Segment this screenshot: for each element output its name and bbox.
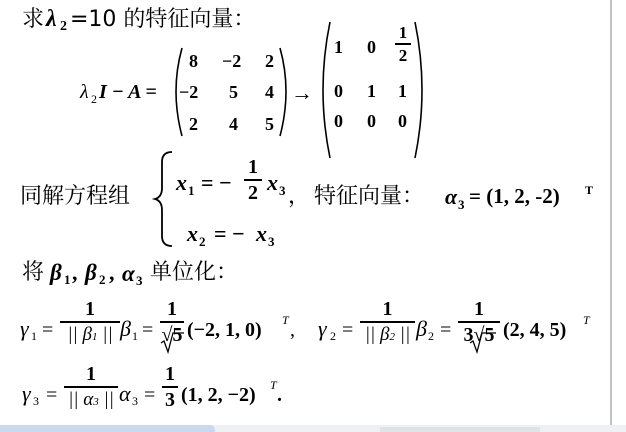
- transpose-sup: T: [282, 313, 289, 327]
- normalize-sep: ,: [109, 260, 115, 285]
- system-eq2-lhs: x: [187, 221, 198, 246]
- norm-alpha3-sub: 3: [93, 396, 99, 408]
- transpose-sup: T: [585, 183, 594, 197]
- gamma2-vector: (2, 4, 5): [503, 319, 567, 341]
- gamma2-symbol: γ: [318, 316, 327, 341]
- matrix-b-cell: 0: [334, 81, 343, 101]
- fraction-numerator: 1: [474, 298, 484, 320]
- equals-sign: =: [342, 319, 354, 341]
- system-eq1-mid: = −: [201, 170, 232, 195]
- matrix-b-cell: 1: [334, 37, 343, 57]
- norm-beta2: || β: [364, 324, 390, 345]
- norm-beta1-sub: 1: [91, 331, 98, 343]
- matrix-a-right-paren: [280, 48, 286, 136]
- system-eq2-sub: 2: [199, 234, 206, 249]
- page-right-border: [610, 0, 612, 425]
- alpha-subscript: 3: [458, 197, 465, 212]
- alpha-symbol: α: [445, 184, 458, 209]
- fraction-numerator: 1: [85, 298, 95, 320]
- bottom-tab[interactable]: [0, 425, 215, 432]
- system-eq1-rhs: x: [267, 170, 278, 195]
- matrix-a-cell: 5: [265, 114, 274, 134]
- beta2-sub: 2: [428, 329, 434, 343]
- matrix-a-left-paren: [176, 48, 182, 136]
- system-brace: [155, 152, 172, 246]
- period: .: [277, 384, 282, 406]
- system-eq1-sub: 1: [188, 183, 195, 198]
- norm-close: ||: [98, 389, 114, 410]
- transpose-sup: T: [583, 313, 590, 327]
- matrix-b-cell: 0: [367, 37, 376, 57]
- gamma3-vector: (1, 2, −2): [181, 384, 256, 406]
- alpha-value: = (1, 2, -2): [469, 184, 560, 208]
- fraction-numerator: 1: [248, 156, 258, 178]
- matrix-a-cell: 4: [265, 82, 274, 102]
- alpha3-symbol: α: [122, 261, 135, 286]
- norm-alpha3: || α: [68, 389, 94, 410]
- norm-beta2-sub: 2: [389, 331, 395, 343]
- equals-sign: =: [440, 319, 452, 341]
- norm-close: ||: [394, 324, 411, 345]
- matrix-a-cell: 8: [189, 51, 198, 71]
- beta1-sub: 1: [132, 329, 138, 343]
- norm-close: ||: [97, 324, 113, 345]
- matrix-a-cell: −2: [222, 51, 242, 71]
- fraction-numerator: 1: [86, 363, 96, 385]
- gamma3-sub: 3: [33, 394, 39, 408]
- beta1-symbol: β: [120, 316, 131, 341]
- matrix-a-cell: 2: [265, 51, 274, 71]
- separator-comma: ,: [290, 319, 295, 341]
- matrix-a-cell: 2: [189, 114, 198, 134]
- matrix-b-left-paren: [323, 22, 330, 158]
- half-numerator: 1: [398, 23, 408, 42]
- fraction-denominator: 2: [248, 182, 258, 204]
- heading-prefix: 求: [22, 7, 45, 32]
- system-eq1-rhs-sub: 3: [279, 183, 286, 198]
- matrix-a-cell: −2: [179, 82, 199, 102]
- system-comma: ，: [288, 184, 311, 209]
- eigenvector-label: 特征向量：: [314, 184, 425, 209]
- equals-sign: =: [142, 319, 154, 341]
- normalize-suffix: 单位化：: [150, 260, 239, 285]
- equals-sign: =: [144, 384, 156, 406]
- half-denominator: 2: [398, 46, 408, 65]
- equals-sign: =: [42, 319, 54, 341]
- beta1-symbol: β: [50, 260, 62, 285]
- normalize-prefix: 将: [22, 260, 45, 285]
- beta2-symbol: β: [416, 316, 427, 341]
- transpose-sup: T: [270, 378, 277, 392]
- equals-sign: =: [46, 384, 58, 406]
- gamma2-sub: 2: [330, 329, 336, 343]
- system-eq1-lhs: x: [176, 170, 187, 195]
- fraction-numerator: 1: [167, 298, 177, 320]
- bottom-bar-segment: [380, 427, 540, 432]
- lambda-subscript: 2: [60, 19, 67, 34]
- system-eq2-rhs: x: [256, 221, 267, 246]
- fraction-numerator: 1: [382, 298, 393, 320]
- system-eq2-rhs-sub: 3: [268, 234, 275, 249]
- beta2-sub: 2: [99, 272, 106, 287]
- norm-beta1: || β: [67, 324, 92, 345]
- matrix-b-cell: 0: [367, 111, 376, 131]
- transform-arrow: →: [291, 80, 313, 105]
- matrix-b-cell: 1: [398, 81, 407, 101]
- system-eq2-mid: = −: [214, 221, 245, 246]
- three-sqrt5-denominator: 3√5: [463, 324, 495, 346]
- matrix-a-cell: 5: [229, 82, 238, 102]
- lhs-lambda-subscript: 2: [91, 92, 97, 106]
- normalize-sep: ,: [72, 260, 78, 285]
- matrix-b-right-paren: [415, 22, 422, 158]
- bottom-toolbar-strip: [0, 425, 626, 432]
- alpha3-sub: 3: [136, 273, 143, 288]
- fraction-numerator: 1: [165, 363, 175, 385]
- lambda-symbol: λ: [46, 6, 57, 32]
- alpha3-symbol: α: [119, 381, 131, 406]
- beta1-sub: 1: [64, 272, 71, 287]
- matrix-b-cell: 1: [367, 81, 376, 101]
- lhs-expression: I − A =: [99, 81, 157, 103]
- matrix-b-cell: 0: [398, 111, 407, 131]
- system-label: 同解方程组: [20, 184, 131, 209]
- lhs-lambda: λ: [80, 81, 89, 103]
- sqrt5-denominator: √5: [161, 324, 183, 346]
- matrix-a-cell: 4: [229, 114, 238, 134]
- gamma1-symbol: γ: [20, 316, 29, 341]
- heading-suffix: =10 的特征向量：: [70, 7, 256, 32]
- alpha3-sub: 3: [132, 394, 138, 408]
- fraction-denominator: 3: [165, 389, 175, 411]
- gamma1-sub: 1: [31, 329, 37, 343]
- matrix-b-cell: 0: [334, 111, 343, 131]
- radical-sign: [470, 333, 496, 352]
- radical-sign: [161, 333, 184, 352]
- gamma1-vector: (−2, 1, 0): [187, 319, 262, 341]
- gamma3-symbol: γ: [22, 381, 31, 406]
- beta2-symbol: β: [85, 260, 97, 285]
